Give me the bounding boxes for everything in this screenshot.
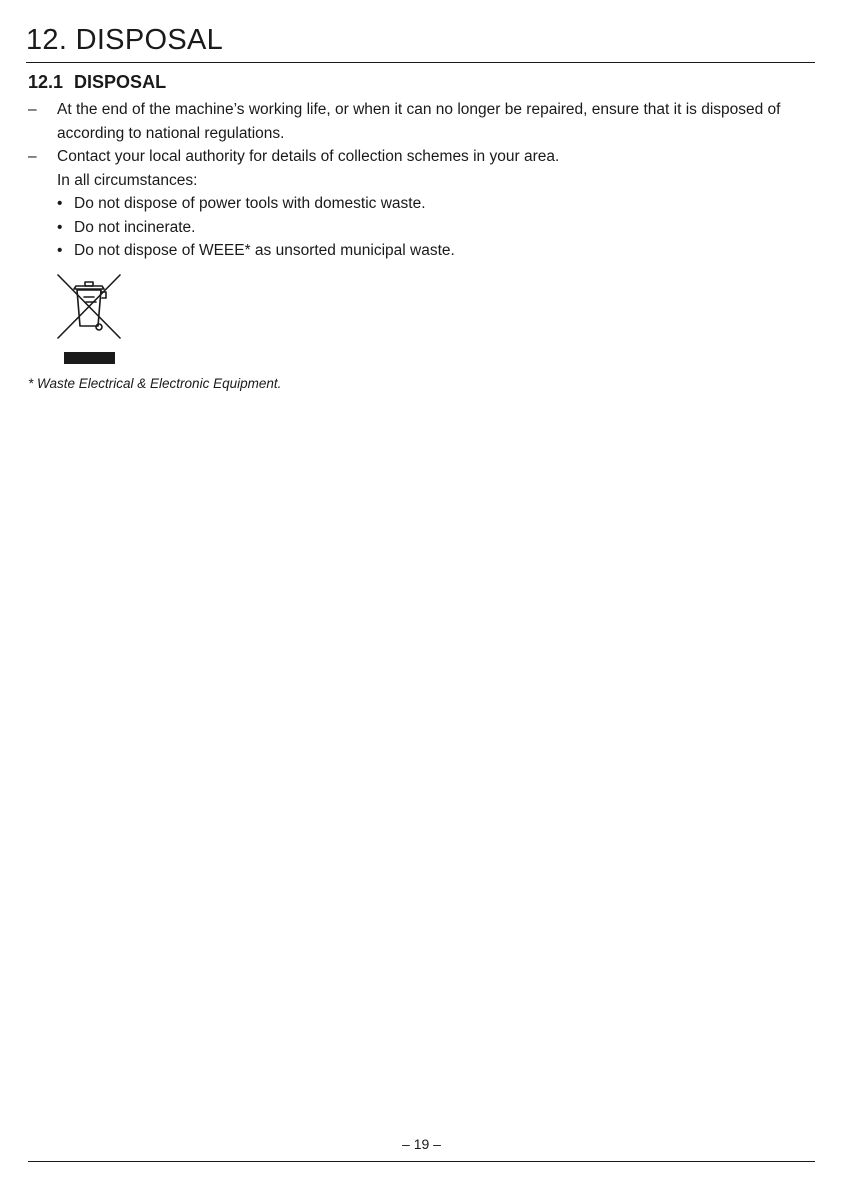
list-item <box>28 98 813 145</box>
footer-divider <box>28 1161 815 1162</box>
section-number: 12.1 <box>28 72 64 92</box>
chapter-divider <box>26 62 815 63</box>
section-heading: DISPOSAL <box>74 72 167 92</box>
bullet-item <box>28 216 813 240</box>
footnote: * Waste Electrical & Electronic Equipment. <box>28 376 282 391</box>
bullet-item <box>28 192 813 216</box>
bullet-marker: • <box>57 218 63 236</box>
list-item-text: At the end of the machine’s working life, or when it can no longer be repaired, ensure that it is disposed of according to national regulations. <box>57 101 781 142</box>
list-item-text: Contact your local authority for details of collection schemes in your area. <box>57 148 560 165</box>
bullet-text: Do not dispose of power tools with domestic waste. <box>74 195 426 212</box>
dash-marker: – <box>28 101 37 118</box>
bullet-text: Do not incinerate. <box>74 218 196 236</box>
chapter-title: 12. DISPOSAL <box>26 24 224 56</box>
list-item <box>28 145 813 169</box>
bullet-text: Do not dispose of WEEE* as unsorted municipal waste. <box>74 242 455 259</box>
crossed-out-wheelie-bin-icon <box>54 272 124 368</box>
bullet-marker: • <box>57 195 63 212</box>
bullet-item <box>28 239 813 263</box>
page-number: – 19 – <box>402 1136 441 1152</box>
bullet-marker: • <box>57 242 63 259</box>
section-title <box>28 71 166 93</box>
circumstances-intro: In all circumstances: <box>57 171 198 189</box>
disposal-instructions <box>28 98 813 263</box>
dash-marker: – <box>28 148 37 165</box>
